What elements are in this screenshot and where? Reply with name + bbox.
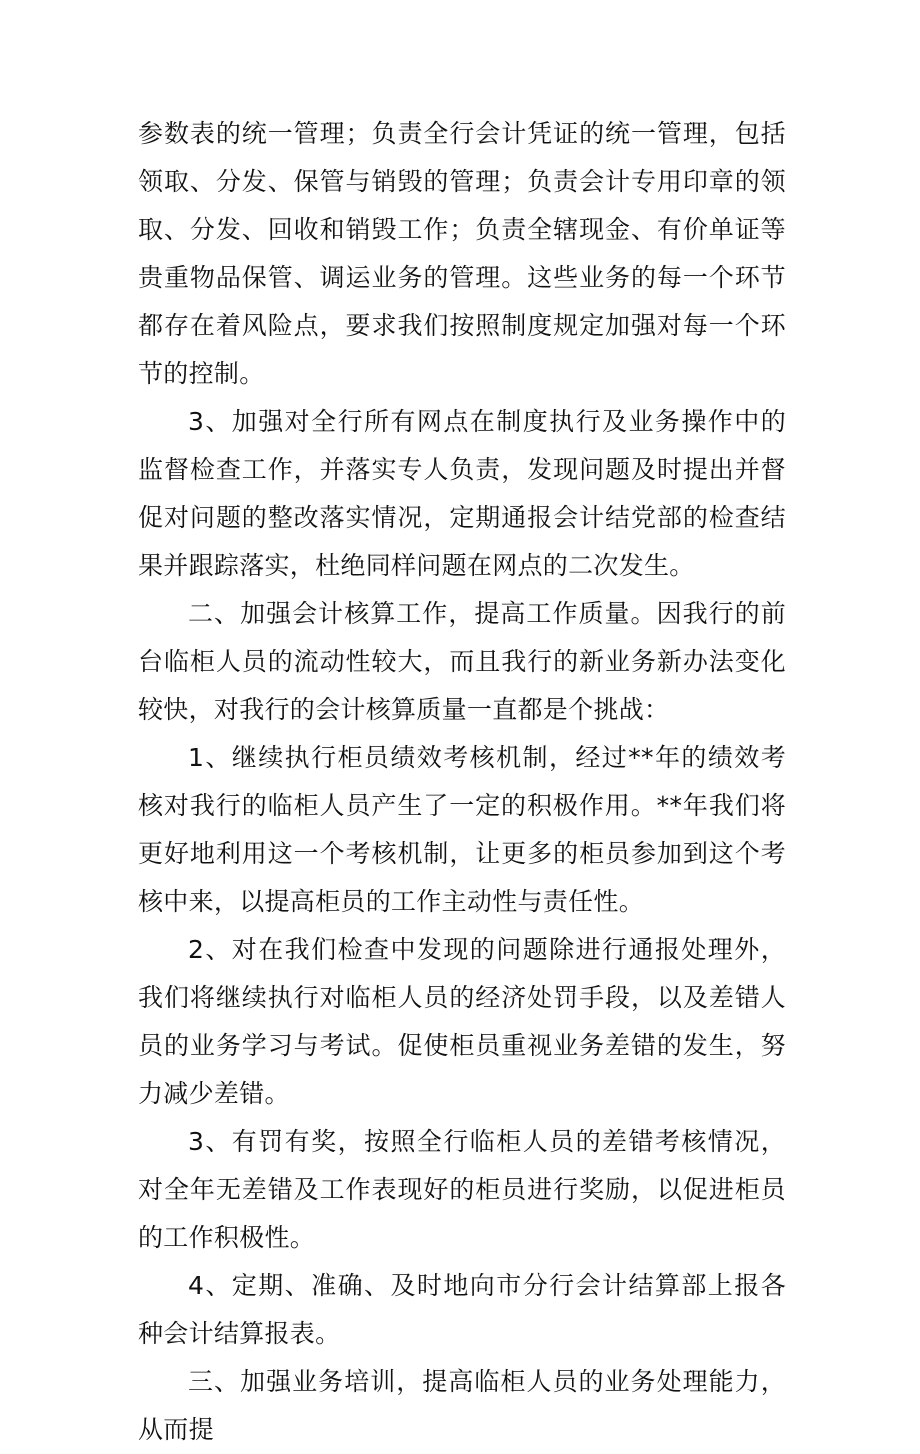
paragraph-3: 二、加强会计核算工作，提高工作质量。因我行的前台临柜人员的流动性较大，而且我行的新业务新办法变化较快，对我行的会计核算质量一直都是个挑战： xyxy=(138,599,786,724)
paragraph-8: 三、加强业务培训，提高临柜人员的业务处理能力，从而提 xyxy=(138,1367,786,1444)
document-body xyxy=(138,110,786,1454)
paragraph-2: 3、加强对全行所有网点在制度执行及业务操作中的监督检查工作，并落实专人负责，发现问题及时提出并督促对问题的整改落实情况，定期通报会计结党部的检查结果并跟踪落实，杜绝同样问题在网点的二次发生。 xyxy=(138,407,786,580)
paragraph-4: 1、继续执行柜员绩效考核机制，经过**年的绩效考核对我行的临柜人员产生了一定的积极作用。**年我们将更好地利用这一个考核机制，让更多的柜员参加到这个考核中来，以提高柜员的工作主动性与责任性。 xyxy=(138,743,786,916)
paragraph-1: 参数表的统一管理；负责全行会计凭证的统一管理，包括领取、分发、保管与销毁的管理；负责会计专用印章的领取、分发、回收和销毁工作；负责全辖现金、有价单证等贵重物品保管、调运业务的管理。这些业务的每一个环节都存在着风险点，要求我们按照制度规定加强对每一个环节的控制。 xyxy=(138,119,786,388)
paragraph-6: 3、有罚有奖，按照全行临柜人员的差错考核情况，对全年无差错及工作表现好的柜员进行奖励，以促进柜员的工作积极性。 xyxy=(138,1127,786,1252)
paragraph-5: 2、对在我们检查中发现的问题除进行通报处理外，我们将继续执行对临柜人员的经济处罚手段，以及差错人员的业务学习与考试。促使柜员重视业务差错的发生，努力减少差错。 xyxy=(138,935,786,1108)
paragraph-7: 4、定期、准确、及时地向市分行会计结算部上报各种会计结算报表。 xyxy=(138,1271,786,1348)
